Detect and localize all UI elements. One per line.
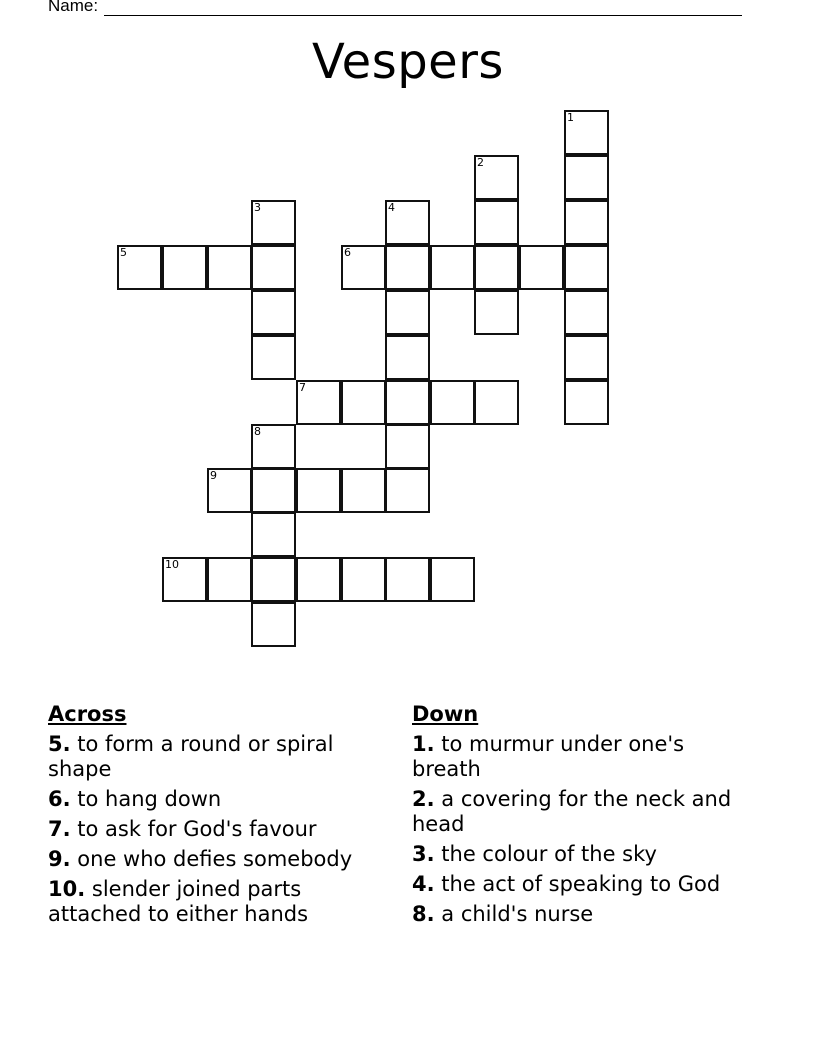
clue-number-label: 3. (412, 842, 435, 866)
clue-number-label: 1. (412, 732, 435, 756)
grid-cell[interactable] (474, 155, 519, 200)
clue-number-label: 6. (48, 787, 71, 811)
down-clue (412, 872, 752, 897)
clue-number-label: 10. (48, 877, 86, 901)
clue-text: a covering for the neck and head (412, 787, 732, 836)
across-clue (48, 787, 388, 812)
grid-cell[interactable] (519, 245, 564, 290)
clue-text: a child's nurse (441, 902, 594, 926)
grid-cell[interactable] (564, 110, 609, 155)
grid-cell[interactable] (564, 200, 609, 245)
down-clues (412, 702, 752, 932)
down-clue (412, 842, 752, 867)
down-clue (412, 902, 752, 927)
grid-cell[interactable] (251, 245, 296, 290)
clue-number: 2 (477, 156, 484, 169)
clue-number-label: 2. (412, 787, 435, 811)
clue-number: 1 (567, 111, 574, 124)
grid-cell[interactable] (251, 512, 296, 557)
down-heading: Down (412, 702, 479, 726)
name-label: Name: (48, 0, 99, 15)
grid-cell[interactable] (564, 245, 609, 290)
grid-cell[interactable] (296, 557, 341, 602)
grid-cell[interactable] (385, 200, 430, 245)
grid-cell[interactable] (341, 557, 386, 602)
grid-cell[interactable] (251, 602, 296, 647)
grid-cell[interactable] (251, 424, 296, 469)
clue-number: 6 (344, 246, 351, 259)
grid-cell[interactable] (341, 245, 386, 290)
grid-cell[interactable] (251, 557, 296, 602)
grid-cell[interactable] (341, 380, 386, 425)
grid-cell[interactable] (564, 380, 609, 425)
across-heading: Across (48, 702, 127, 726)
grid-cell[interactable] (474, 290, 519, 335)
grid-cell[interactable] (251, 290, 296, 335)
grid-cell[interactable] (207, 245, 252, 290)
grid-cell[interactable] (474, 245, 519, 290)
clue-number: 9 (210, 469, 217, 482)
clue-text: to murmur under one's breath (412, 732, 685, 781)
clue-text: the act of speaking to God (441, 872, 721, 896)
across-clue (48, 817, 388, 842)
grid-cell[interactable] (564, 335, 609, 380)
grid-cell[interactable] (251, 335, 296, 380)
grid-cell[interactable] (385, 380, 430, 425)
clue-text: to form a round or spiral shape (48, 732, 334, 781)
across-clue (48, 877, 388, 927)
grid-cell[interactable] (430, 557, 475, 602)
clue-number-label: 5. (48, 732, 71, 756)
grid-cell[interactable] (207, 468, 252, 513)
grid-cell[interactable] (207, 557, 252, 602)
clue-number: 10 (165, 558, 179, 571)
grid-cell[interactable] (162, 245, 207, 290)
grid-cell[interactable] (296, 468, 341, 513)
clue-number-label: 8. (412, 902, 435, 926)
clue-number: 5 (120, 246, 127, 259)
clue-number: 4 (388, 201, 395, 214)
grid-cell[interactable] (385, 245, 430, 290)
grid-cell[interactable] (564, 290, 609, 335)
grid-cell[interactable] (385, 290, 430, 335)
across-clues (48, 702, 388, 932)
clue-number-label: 9. (48, 847, 71, 871)
clue-text: slender joined parts attached to either hands (48, 877, 309, 926)
grid-cell[interactable] (251, 468, 296, 513)
across-clue (48, 847, 388, 872)
grid-cell[interactable] (474, 380, 519, 425)
grid-cell[interactable] (564, 155, 609, 200)
across-clue (48, 732, 388, 782)
down-clue (412, 732, 752, 782)
clue-number: 3 (254, 201, 261, 214)
grid-cell[interactable] (430, 245, 475, 290)
grid-cell[interactable] (385, 335, 430, 380)
grid-cell[interactable] (296, 380, 341, 425)
clue-text: to hang down (77, 787, 222, 811)
grid-cell[interactable] (341, 468, 386, 513)
grid-cell[interactable] (385, 424, 430, 469)
grid-cell[interactable] (474, 200, 519, 245)
grid-cell[interactable] (251, 200, 296, 245)
grid-cell[interactable] (430, 380, 475, 425)
down-clue (412, 787, 752, 837)
grid-cell[interactable] (117, 245, 162, 290)
clue-number: 8 (254, 425, 261, 438)
clue-text: one who defies somebody (77, 847, 353, 871)
clue-number-label: 7. (48, 817, 71, 841)
grid-cell[interactable] (385, 468, 430, 513)
clue-number-label: 4. (412, 872, 435, 896)
clue-number: 7 (299, 381, 306, 394)
clue-text: the colour of the sky (441, 842, 657, 866)
grid-cell[interactable] (385, 557, 430, 602)
puzzle-title: Vespers (312, 34, 504, 90)
clue-text: to ask for God's favour (77, 817, 317, 841)
grid-cell[interactable] (162, 557, 207, 602)
